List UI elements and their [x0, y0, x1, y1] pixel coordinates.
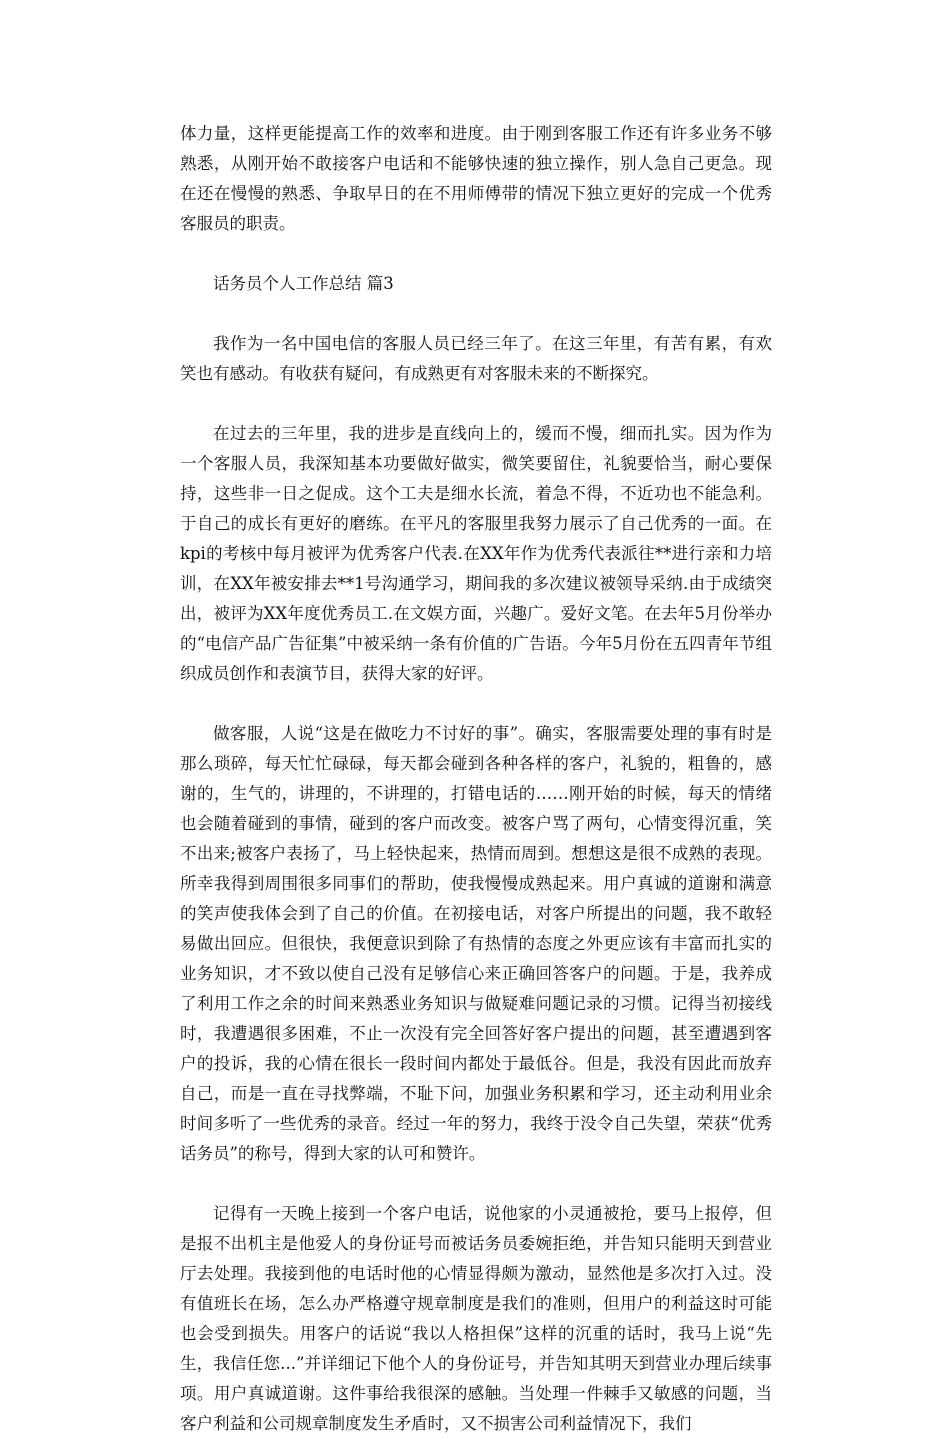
paragraph-gap — [180, 1169, 772, 1199]
paragraph: 在过去的三年里，我的进步是直线向上的，缓而不慢，细而扎实。因为作为一个客服人员，我深知基本功要做好做实，微笑要留住，礼貌要恰当，耐心要保持，这些非一日之促成。这个工夫是细水长流，着急不得，不近功也不能急利。于自己的成长有更好的磨练。在平凡的客服里我努力展示了自己优秀的一面。在kpi的考核中每月被评为优秀客户代表.在XX年作为优秀代表派往**进行亲和力培训，在XX年被安排去**1号沟通学习，期间我的多次建议被领导采纳.由于成绩突出，被评为XX年度优秀员工.在文娱方面，兴趣广。爱好文笔。在去年5月份举办的“电信产品广告征集”中被采纳一条有价值的广告语。今年5月份在五四青年节组织成员创作和表演节目，获得大家的好评。 — [180, 424, 772, 683]
document-page — [180, 119, 772, 1439]
paragraph-gap — [180, 389, 772, 419]
paragraph-gap — [180, 299, 772, 329]
paragraph: 我作为一名中国电信的客服人员已经三年了。在这三年里，有苦有累，有欢笑也有感动。有收获有疑问，有成熟更有对客服未来的不断探究。 — [180, 334, 772, 383]
section-heading: 话务员个人工作总结 篇3 — [213, 274, 394, 293]
paragraph-gap — [180, 239, 772, 269]
paragraph-continued: 体力量，这样更能提高工作的效率和进度。由于刚到客服工作还有许多业务不够熟悉，从刚开始不敢接客户电话和不能够快速的独立操作，别人急自己更急。现在还在慢慢的熟悉、争取早日的在不用师傅带的情况下独立更好的完成一个优秀客服员的职责。 — [180, 124, 772, 233]
paragraph-gap — [180, 689, 772, 719]
paragraph: 记得有一天晚上接到一个客户电话，说他家的小灵通被抢，要马上报停，但是报不出机主是他爱人的身份证号而被话务员委婉拒绝，并告知只能明天到营业厅去处理。我接到他的电话时他的心情显得颇为激动，显然他是多次打入过。没有值班长在场，怎么办严格遵守规章制度是我们的准则，但用户的利益这时可能也会受到损失。用客户的话说“我以人格担保”这样的沉重的话时，我马上说“先生，我信任您...”并详细记下他个人的身份证号，并告知其明天到营业办理后续事项。用户真诚道谢。这件事给我很深的感触。当处理一件棘手又敏感的问题，当客户利益和公司规章制度发生矛盾时，又不损害公司利益情况下，我们 — [180, 1204, 772, 1433]
paragraph: 做客服，人说“这是在做吃力不讨好的事”。确实，客服需要处理的事有时是那么琐碎，每天忙忙碌碌，每天都会碰到各种各样的客户，礼貌的，粗鲁的，感谢的，生气的，讲理的，不讲理的，打错电话的……刚开始的时候，每天的情绪也会随着碰到的事情，碰到的客户而改变。被客户骂了两句，心情变得沉重，笑不出来;被客户表扬了，马上轻快起来，热情而周到。想想这是很不成熟的表现。所幸我得到周围很多同事们的帮助，使我慢慢成熟起来。用户真诚的道谢和满意的笑声使我体会到了自己的价值。在初接电话，对客户所提出的问题，我不敢轻易做出回应。但很快，我便意识到除了有热情的态度之外更应该有丰富而扎实的业务知识，才不致以使自己没有足够信心来正确回答客户的问题。于是，我养成了利用工作之余的时间来熟悉业务知识与做疑难问题记录的习惯。记得当初接线时，我遭遇很多困难，不止一次没有完全回答好客户提出的问题，甚至遭遇到客户的投诉，我的心情在很长一段时间内都处于最低谷。但是，我没有因此而放弃自己，而是一直在寻找弊端，不耻下问，加强业务积累和学习，还主动利用业余时间多听了一些优秀的录音。经过一年的努力，我终于没令自己失望，荣获“优秀话务员”的称号，得到大家的认可和赞许。 — [180, 724, 772, 1163]
